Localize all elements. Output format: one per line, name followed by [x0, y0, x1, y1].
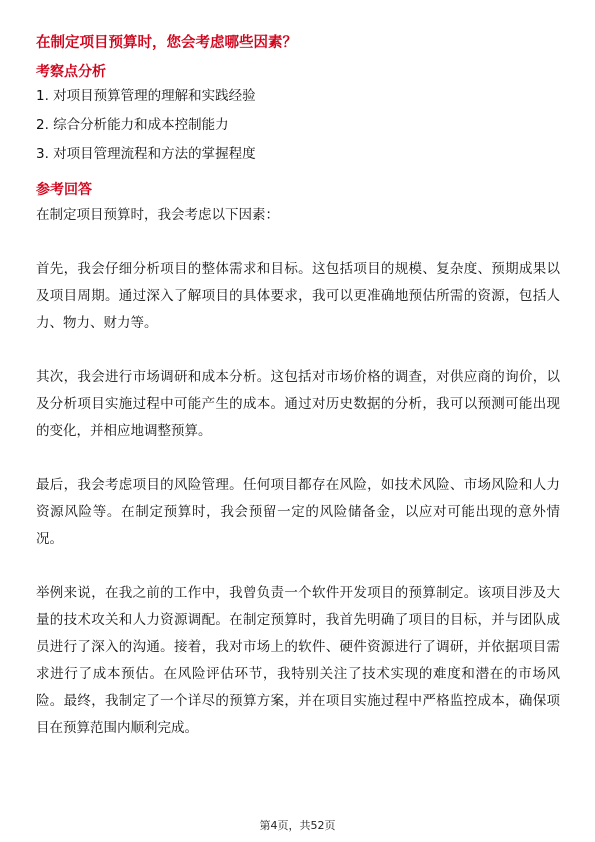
page-number: 第4页，共52页 [259, 819, 336, 832]
answer-paragraph-first: 首先，我会仔细分析项目的整体需求和目标。这包括项目的规模、复杂度、预期成果以及项目周期。通过深入了解项目的具体要求，我可以更准确地预估所需的资源，包括人力、物力、财力等。 [36, 261, 560, 331]
question-title: 在制定项目预算时，您会考虑哪些因素？ [36, 35, 297, 51]
analysis-point: 2. 综合分析能力和成本控制能力 [36, 117, 229, 133]
answer-paragraph-second: 其次，我会进行市场调研和成本分析。这包括对市场价格的调查，对供应商的询价，以及分析项目实施过程中可能产生的成本。通过对历史数据的分析，我可以预测可能出现的变化，并相应地调整预算。 [36, 369, 560, 439]
answer-body [36, 202, 560, 769]
analysis-points-list [36, 86, 561, 173]
answer-heading: 参考回答 [36, 182, 92, 198]
analysis-heading: 考察点分析 [36, 64, 106, 80]
answer-paragraph-last: 最后，我会考虑项目的风险管理。任何项目都存在风险，如技术风险、市场风险和人力资源风险等。在制定预算时，我会预留一定的风险储备金，以应对可能出现的意外情况。 [36, 477, 560, 547]
answer-paragraph-example: 举例来说，在我之前的工作中，我曾负责一个软件开发项目的预算制定。该项目涉及大量的技术攻关和人力资源调配。在制定预算时，我首先明确了项目的目标，并与团队成员进行了深入的沟通。接着，我对市场上的软件、硬件资源进行了调研，并依据项目需求进行了成本预估。在风险评估环节，我特别关注了技术实现的难度和潜在的市场风险。最终，我制定了一个详尽的预算方案，并在项目实施过程中严格监控成本，确保项目在预算范围内顺利完成。 [36, 585, 560, 736]
analysis-point: 1. 对项目预算管理的理解和实践经验 [36, 88, 256, 104]
analysis-point: 3. 对项目管理流程和方法的掌握程度 [36, 146, 256, 162]
answer-paragraph-intro: 在制定项目预算时，我会考虑以下因素： [36, 207, 279, 223]
